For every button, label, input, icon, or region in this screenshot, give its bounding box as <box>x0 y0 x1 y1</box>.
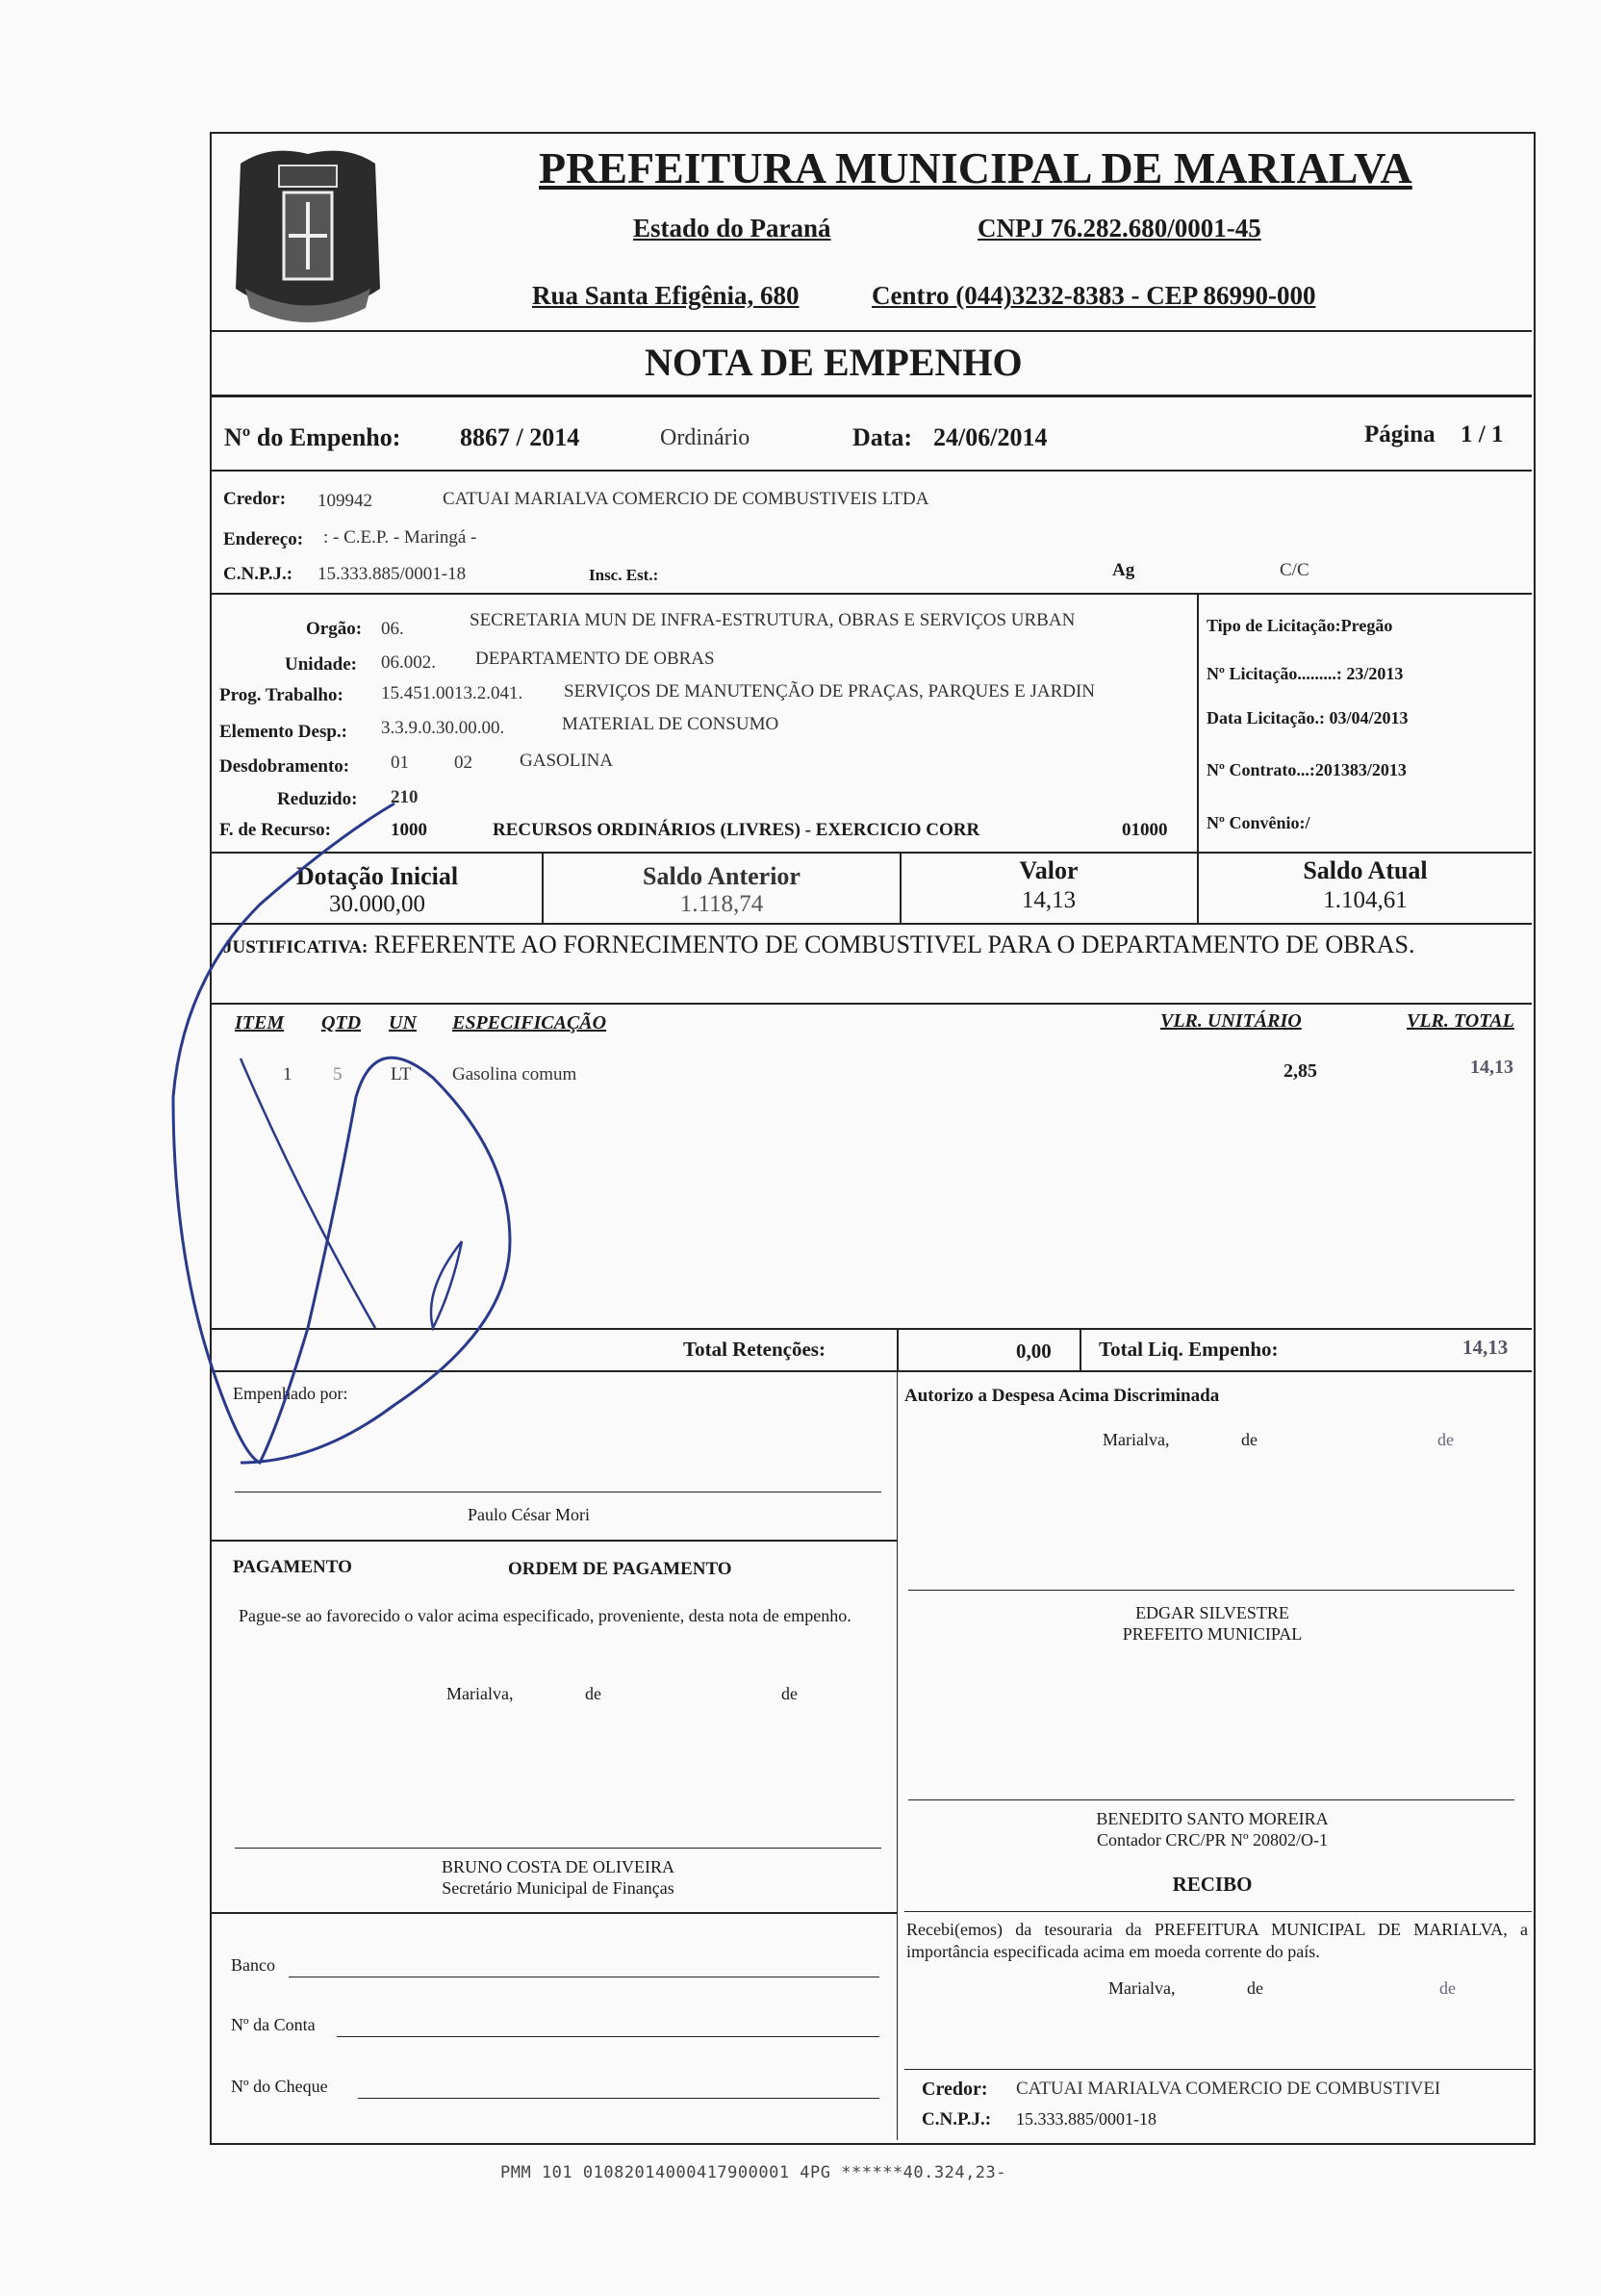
date-label: Data: <box>852 423 913 451</box>
empenhado-label: Empenhado por: <box>233 1384 348 1403</box>
saldo-anterior-value: 1.118,74 <box>679 891 764 917</box>
autorizo-label: Autorizo a Despesa Acima Discriminada <box>904 1386 1220 1406</box>
credor-label: Credor: <box>223 489 287 509</box>
liq-empenho-label: Total Liq. Empenho: <box>1099 1338 1279 1361</box>
justificativa-label: JUSTIFICATIVA: <box>223 937 368 957</box>
item-number: 1 <box>283 1064 292 1084</box>
saldo-atual-label: Saldo Atual <box>1303 856 1428 884</box>
elemento-desc: MATERIAL DE CONSUMO <box>562 714 779 734</box>
header-district-phone: Centro (044)3232-8383 - CEP 86990-000 <box>872 281 1316 310</box>
licitacao-convenio: Nº Convênio:/ <box>1207 813 1310 832</box>
header-address: Rua Santa Efigênia, 680 <box>532 281 800 310</box>
item-un: LT <box>391 1064 412 1084</box>
item-unit-value: 2,85 <box>1283 1060 1317 1082</box>
credor-name: CATUAI MARIALVA COMERCIO DE COMBUSTIVEIS LTDA <box>443 489 929 509</box>
dotacao-value: 30.000,00 <box>329 891 425 917</box>
elemento-label: Elemento Desp.: <box>219 722 347 742</box>
autorizo-place: Marialva, <box>1103 1430 1170 1449</box>
pagamento-text: Pague-se ao favorecido o valor acima especificado, proveniente, desta nota de empenho. <box>239 1606 851 1625</box>
saldo-anterior-label: Saldo Anterior <box>643 862 800 890</box>
justificativa-text: REFERENTE AO FORNECIMENTO DE COMBUSTIVEL PARA O DEPARTAMENTO DE OBRAS. <box>373 931 1415 958</box>
page-label: Página <box>1364 421 1436 447</box>
page-number: 1 / 1 <box>1461 421 1504 447</box>
item-qtd: 5 <box>333 1064 343 1084</box>
col-spec: ESPECIFICAÇÃO <box>452 1012 607 1033</box>
header-cnpj: CNPJ 76.282.680/0001-45 <box>978 214 1261 242</box>
ag-label: Ag <box>1112 560 1135 580</box>
retencoes-value: 0,00 <box>1016 1339 1052 1363</box>
recibo-place: Marialva, <box>1108 1978 1176 1998</box>
autorizo-de1: de <box>1241 1430 1258 1449</box>
recibo-cnpj-label: C.N.P.J.: <box>922 2109 992 2130</box>
prog-label: Prog. Trabalho: <box>219 685 343 705</box>
licitacao-data: Data Licitação.: 03/04/2013 <box>1207 708 1409 727</box>
fonte-label: F. de Recurso: <box>219 820 331 840</box>
col-unit-value: VLR. UNITÁRIO <box>1160 1010 1302 1032</box>
liq-empenho-value: 14,13 <box>1462 1336 1509 1359</box>
insc-est-label: Insc. Est.: <box>589 566 659 584</box>
pagamento-de2: de <box>781 1684 798 1703</box>
col-qtd: QTD <box>321 1012 362 1033</box>
unidade-value: 06.002. <box>381 652 436 673</box>
licitacao-numero: Nº Licitação.........: 23/2013 <box>1207 664 1404 683</box>
recibo-cnpj: 15.333.885/0001-18 <box>1016 2109 1156 2129</box>
recibo-title: RECIBO <box>1172 1873 1253 1896</box>
elemento-value: 3.3.9.0.30.00.00. <box>381 718 505 738</box>
cheque-label: Nº do Cheque <box>231 2077 328 2096</box>
desdob-b: 02 <box>454 753 472 773</box>
fonte-code: 01000 <box>1122 820 1168 840</box>
orgao-label: Orgão: <box>306 619 363 639</box>
pagamento-de1: de <box>585 1684 601 1703</box>
valor-value: 14,13 <box>1021 887 1077 913</box>
prefeito-name: EDGAR SILVESTRE <box>1135 1603 1289 1622</box>
autorizo-de2: de <box>1437 1430 1454 1449</box>
prog-desc: SERVIÇOS DE MANUTENÇÃO DE PRAÇAS, PARQUES E JARDIN <box>564 681 1096 702</box>
orgao-value: 06. <box>381 619 404 639</box>
retencoes-label: Total Retenções: <box>683 1338 826 1361</box>
col-un: UN <box>389 1012 417 1033</box>
unidade-desc: DEPARTAMENTO DE OBRAS <box>475 649 715 669</box>
fonte-value: 1000 <box>391 820 427 840</box>
empenho-label: Nº do Empenho: <box>224 423 401 451</box>
recibo-credor-name: CATUAI MARIALVA COMERCIO DE COMBUSTIVEI <box>1016 2079 1441 2099</box>
saldo-atual-value: 1.104,61 <box>1323 887 1408 913</box>
endereco-value: : - C.E.P. - Maringá - <box>323 527 477 548</box>
contador-role: Contador CRC/PR Nº 20802/O-1 <box>1096 1830 1329 1850</box>
licitacao-tipo: Tipo de Licitação:Pregão <box>1207 616 1393 635</box>
desdob-desc: GASOLINA <box>520 751 614 771</box>
secretario-name: BRUNO COSTA DE OLIVEIRA <box>441 1857 675 1876</box>
empenho-number: 8867 / 2014 <box>460 423 580 451</box>
recibo-credor-label: Credor: <box>922 2079 988 2100</box>
item-spec: Gasolina comum <box>452 1064 577 1084</box>
reduzido-value: 210 <box>391 787 419 807</box>
pagamento-label: PAGAMENTO <box>233 1557 352 1577</box>
conta-label: Nº da Conta <box>231 2015 316 2034</box>
empenhado-name: Paulo César Mori <box>468 1505 590 1524</box>
pagamento-place: Marialva, <box>446 1684 514 1703</box>
empenho-date: 24/06/2014 <box>933 423 1048 451</box>
col-item: ITEM <box>235 1012 285 1033</box>
coat-of-arms-logo <box>212 144 404 337</box>
document-title: NOTA DE EMPENHO <box>645 341 1023 384</box>
desdob-label: Desdobramento: <box>219 756 350 777</box>
secretario-role: Secretário Municipal de Finanças <box>442 1878 674 1898</box>
credor-cnpj: 15.333.885/0001-18 <box>318 564 467 584</box>
prefeito-role: PREFEITO MUNICIPAL <box>1122 1624 1303 1644</box>
item-total-value: 14,13 <box>1470 1057 1513 1078</box>
handwritten-signature <box>144 789 606 1482</box>
licitacao-contrato: Nº Contrato...:201383/2013 <box>1207 760 1407 779</box>
col-total-value: VLR. TOTAL <box>1407 1010 1514 1032</box>
prog-value: 15.451.0013.2.041. <box>381 683 523 703</box>
unidade-label: Unidade: <box>285 654 357 675</box>
credor-cnpj-label: C.N.P.J.: <box>223 564 293 584</box>
fonte-desc: RECURSOS ORDINÁRIOS (LIVRES) - EXERCICIO CORR <box>493 820 980 840</box>
endereco-label: Endereço: <box>223 529 304 549</box>
banco-label: Banco <box>231 1955 275 1975</box>
reduzido-label: Reduzido: <box>277 789 358 809</box>
credor-code: 109942 <box>318 491 372 511</box>
header-state: Estado do Paraná <box>633 214 831 242</box>
orgao-desc: SECRETARIA MUN DE INFRA-ESTRUTURA, OBRAS E SERVIÇOS URBAN <box>470 610 1076 630</box>
recibo-de1: de <box>1247 1978 1263 1998</box>
cc-label: C/C <box>1280 560 1309 580</box>
valor-label: Valor <box>1019 856 1079 884</box>
desdob-a: 01 <box>391 753 409 773</box>
empenho-type: Ordinário <box>660 425 750 450</box>
ordem-pagamento-label: ORDEM DE PAGAMENTO <box>508 1559 732 1579</box>
dotacao-label: Dotação Inicial <box>295 862 459 890</box>
recibo-de2: de <box>1439 1978 1456 1998</box>
contador-name: BENEDITO SANTO MOREIRA <box>1096 1809 1329 1828</box>
header-title: PREFEITURA MUNICIPAL DE MARIALVA <box>539 143 1412 192</box>
recibo-text: Recebi(emos) da tesouraria da PREFEITURA MUNICIPAL DE MARIALVA, a importância especificada acima em moeda corrente do país. <box>906 1920 1528 1961</box>
footer-code: PMM 101 01082014000417900001 4PG ******40.324,23- <box>500 2163 1007 2182</box>
